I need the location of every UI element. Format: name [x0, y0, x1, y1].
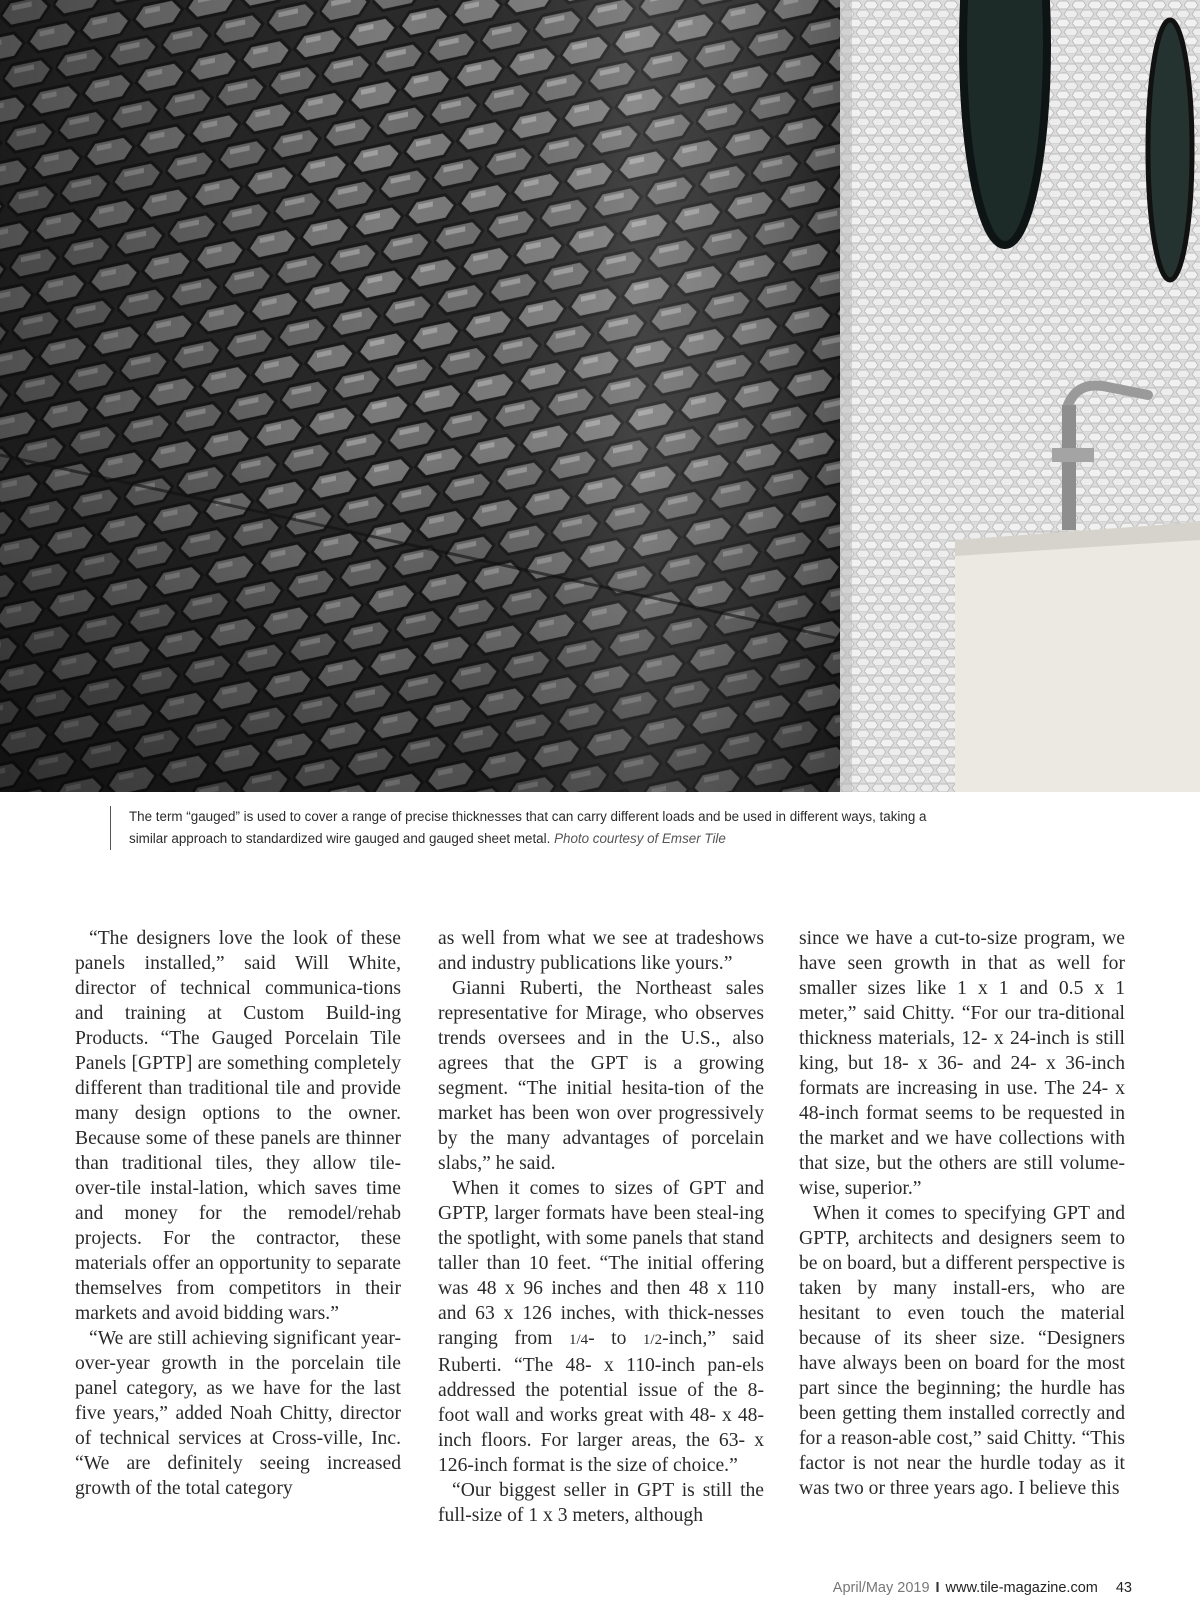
fraction-half: 1/2	[642, 1332, 663, 1348]
issue-date: April/May 2019	[832, 1580, 930, 1596]
hero-photo	[0, 0, 1200, 792]
text-run: -inch,” said Ruberti. “The 48- x 110-inch pan-els addressed the potential issue of the 8-foot wall and works great with 48- x 48-inch floors. For larger areas, the 63- x 126-inch format is the size of choice.”	[438, 1328, 764, 1476]
paragraph: Gianni Ruberti, the Northeast sales representative for Mirage, who observes trends oversees and in the U.S., also agrees that the GPT is a growing segment. “The initial hesita-tion of the market has been won over progressively by the many advantages of porcelain slabs,” he said.	[438, 978, 764, 1174]
caption-text: The term “gauged” is used to cover a range of precise thicknesses that can carry different loads and be used in different ways, taking a similar approach to standardized wire gauged and gauged sheet metal.	[129, 809, 927, 846]
photo-icon	[0, 0, 1200, 792]
page-footer	[833, 1580, 1132, 1596]
paragraph: as well from what we see at tradeshows and industry publications like yours.”	[438, 928, 764, 974]
paragraph: When it comes to specifying GPT and GPTP, architects and designers seem to be on board, but a different perspective is taken by many install-ers, who are hesitant to even touch the material because of its sheer size. “Designers have always been on board for the most part since the beginning; the hurdle has been getting them installed correctly and for a reason-able cost,” said Chitty. “This factor is not near the hurdle today as it was two or three years ago. I believe this	[799, 1203, 1125, 1499]
website-link[interactable]: www.tile-magazine.com	[945, 1580, 1098, 1596]
paragraph: “The designers love the look of these panels installed,” said Will White, director of technical communica-tions and training at Custom Build-ing Products. “The Gauged Porcelain Tile Panels [GPTP] are something completely different than traditional tile and provide many design options to the owner. Because some of these panels are thinner than traditional tiles, they allow tile-over-tile instal-lation, which saves time and money for the remodel/rehab projects. For the contractor, these materials offer an opportunity to separate themselves from competitors in their markets and avoid bidding wars.”	[75, 928, 401, 1324]
footer-separator: I	[935, 1580, 940, 1596]
paragraph: “Our biggest seller in GPT is still the full-size of 1 x 3 meters, although	[438, 1480, 764, 1526]
paragraph	[438, 1176, 764, 1478]
paragraph: since we have a cut-to-size program, we have seen growth in that as well for smaller sizes like 1 x 1 and 0.5 x 1 meter,” said Chitty. “For our tra-ditional thickness materials, 12- x 24-inch is still king, but 18- x 36- and 24- x 36-inch formats are increasing in use. The 24- x 48-inch format seems to be requested in the market and we have collections with that size, but the others are still volume-wise, superior.”	[799, 928, 1125, 1199]
text-run: - to	[588, 1328, 643, 1349]
photo-caption	[110, 806, 959, 850]
fraction-quarter: 1/4	[568, 1332, 589, 1348]
paragraph: “We are still achieving significant year-over-year growth in the porcelain tile panel category, as we have for the last five years,” added Noah Chitty, director of technical services at Cross-ville, Inc. “We are definitely seeing increased growth of the total category	[75, 1328, 401, 1499]
article-column-1	[75, 926, 401, 1501]
photo-credit: Photo courtesy of Emser Tile	[554, 831, 726, 846]
article-column-2	[438, 926, 764, 1528]
text-run: When it comes to sizes of GPT and GPTP, larger formats have been steal-ing the spotlight, with some panels that stand taller than 10 feet. “The initial offering was 48 x 96 inches and then 48 x 110 and 63 x 126 inches, with thick-nesses ranging from	[438, 1178, 764, 1349]
article-column-3	[799, 926, 1125, 1501]
page-number: 43	[1115, 1580, 1132, 1596]
